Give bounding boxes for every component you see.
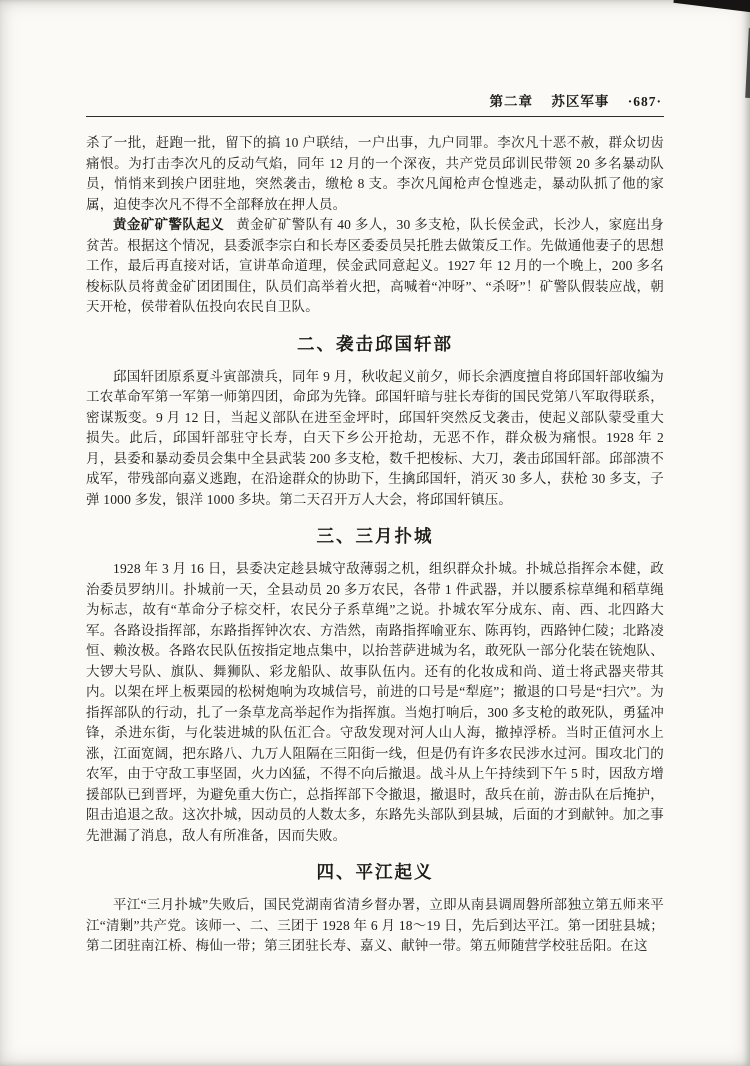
paragraph-goldmine — [86, 215, 664, 318]
page-number: ·687· — [627, 94, 662, 109]
running-head — [86, 90, 664, 110]
document-body — [86, 133, 664, 957]
section-label: 苏区军事 — [551, 94, 610, 109]
chapter-label: 第二章 — [489, 94, 533, 109]
section-heading-4: 四、平江起义 — [316, 862, 434, 882]
section-heading-3: 三、三月扑城 — [316, 526, 434, 546]
paragraph-continuation: 杀了一批，赶跑一批，留下的搞 10 户联结，一户出事，九户同罪。李次凡十恶不赦，群众切齿痛恨。为打击李次凡的反动气焰，同年 12 月的一个深夜，共产党员邱训民带领 20 多名暴动队员，悄悄来到挨户团驻地，突然袭击，缴枪 8 支。李次凡闻枪声仓惶逃走，暴动队抓了他的家属，迫使李次凡不得不全部释放在押人员。 — [86, 135, 664, 212]
paragraph-pingjiang-uprising: 平江“三月扑城”失败后，国民党湖南省清乡督办署，立即从南县调周磐所部独立第五师来平江“清剿”共产党。该师一、二、三团于 1928 年 6 月 18～19 日，先后到达平江。第一团驻县城；第二团驻南江桥、梅仙一带；第三团驻长寿、嘉义、献钟一带。第五师随营学校驻岳阳。在这 — [86, 897, 664, 953]
section-heading-2: 二、袭击邱国轩部 — [297, 333, 453, 354]
header-rule — [86, 116, 664, 117]
inline-heading-goldmine-uprising: 黄金矿矿警队起义 — [113, 217, 225, 232]
paragraph-goldmine-text: 黄金矿矿警队有 40 多人，30 多支枪，队长侯金武，长沙人，家庭出身贫苦。根据这个情况，县委派李宗白和长寿区委委员吴托胜去做策反工作。先做通他妻子的思想工作，最后再直接对话，宣讲革命道理，侯金武同意起义。1927 年 12 月的一个晚上，200 多名梭标队员将黄金矿团团围住，队员们高举着火把，高喊着“冲呀”、“杀呀”！矿警队假装应战，朝天开枪，侯带着队伍投向农民自卫队。 — [86, 217, 664, 314]
paragraph-march-assault: 1928 年 3 月 16 日，县委决定趁县城守敌薄弱之机，组织群众扑城。扑城总指挥佘本健，政治委员罗纳川。扑城前一天，全县动员 20 多万农民，各带 1 件武器，并以腰系棕草绳和稻草绳为标志，故有“革命分子棕交杆，农民分子系草绳”之说。扑城农军分成东、南、西、北四路大军。各路设指挥部，东路指挥钟次农、方浩然，南路指挥喻亚东、陈再钧，西路钟仁陵；北路凌恒、赖汝极。各路农民队伍按指定地点集中，以抬菩萨进城为名，敢死队一部分化装在铳炮队、大锣大号队、旗队、舞狮队、彩龙船队、故事队伍内。还有的化妆成和尚、道士将武器夹带其内。以架在坪上板栗园的松树炮响为攻城信号，前进的口号是“犁庭”；撤退的口号是“扫穴”。为指挥部队的行动，扎了一条草龙高举起作为指挥旗。当炮打响后，300 多支枪的敢死队，勇猛冲锋，杀进东街，与化装进城的队伍汇合。守敌发现对河人山人海，撤掉浮桥。当时正值河水上涨，江面宽阔，把东路八、九万人阻隔在三阳街一线，但是仍有许多农民涉水过河。围攻北门的农军，由于守敌工事坚固，火力凶猛，不得不向后撤退。战斗从上午持续到下午 5 时，因敌方增援部队已到晋坪，为避免重大伤亡，总指挥部下令撤退，撤退时，敌兵在前，游击队在后掩护，阻击追退之敌。这次扑城，因动员的人数太多，东路先头部队到县城，后面的才到献钟。加之事先泄漏了消息，敌人有所准备，因而失败。 — [86, 561, 664, 843]
paragraph-qiu-guoxuan: 邱国轩团原系夏斗寅部溃兵，同年 9 月，秋收起义前夕，师长余洒度擅自将邱国轩部收编为工农革命军第一军第一师第四团，命邱为先锋。邱国轩暗与驻长寿街的国民党第八军取得联系，密谋叛变。9 月 12 日，当起义部队在进至金坪时，邱国轩突然反戈袭击，使起义部队蒙受重大损失。此后，邱国轩部驻守长寿，白天下乡公开抢劫，无恶不作，群众极为痛恨。1928 年 2 月，县委和暴动委员会集中全县武装 200 多支枪，数千把梭标、大刀，袭击邱国轩部。邱部溃不成军，带残部向嘉义逃跑，在沿途群众的协助下，生擒邱国轩，消灭 30 多人，获枪 30 多支，子弹 1000 多发，银洋 1000 多块。第二天召开万人大会，将邱国轩镇压。 — [86, 368, 664, 507]
